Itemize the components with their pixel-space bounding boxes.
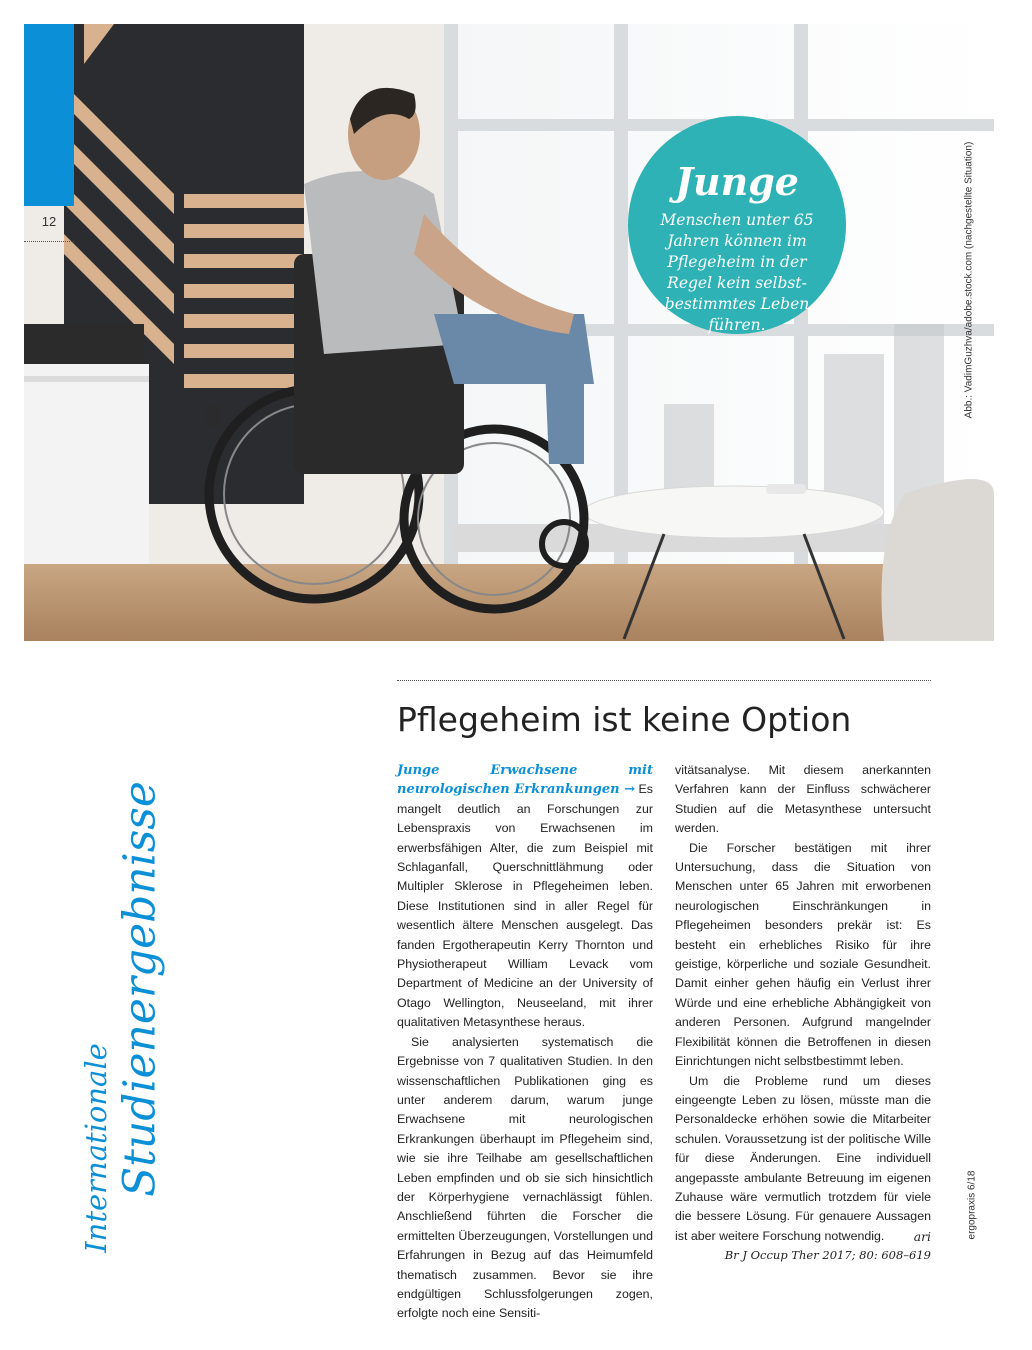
headline-rule [397,680,931,681]
section-title-line1: Internationale [79,1043,113,1253]
magazine-issue [964,1170,980,1240]
photo-credit [961,141,977,419]
section-title-line2: Studienergebnisse [114,781,166,1197]
photo-credit-text: Abb.: VadimGuzhva/adobe.stock.com (nachgestellte Situation) [963,141,975,419]
article-author: ari [913,1228,931,1244]
page-number: 12 [41,214,57,229]
page-number-divider [24,241,74,242]
article-paragraph [675,1072,931,1247]
page-accent-tab [24,24,74,206]
wheelchair-window-illustration [24,24,994,641]
article-lead: Junge Erwachsene mit neurologischen Erkrankungen → [397,763,653,798]
article-reference: Br J Occup Ther 2017; 80: 608–619 [724,1248,931,1263]
pullquote-title: Junge [675,159,799,204]
article-paragraph: Die Forscher bestätigen mit ihrer Untersuchung, dass die Situation von Menschen unter 65 Jahren mit erworbenen neurologischen Einschränkungen in Pflegeheimen besonders prekär ist: Es besteht ein erhebliches Risiko für ihre geistige, körperliche und soziale Gesundheit. Damit einher gehen häufig ein Verlust ihrer Würde und eine erhebliche Abhängigkeit von anderen Personen. Aufgrund mangelnder Flexibilität können die Betroffenen in diesen Einrichtungen nicht selbstbestimmt leben. [675,840,931,1069]
article-paragraph [397,761,653,1033]
article-text: Es mangelt deutlich an Forschungen zur Lebenspraxis von Erwachsenen im erwerbsfähigen Alter, die zum Beispiel mit Schlaganfall, Querschnittlähmung oder Multipler Sklerose in Pflegeheimen leben. Diese Institutionen sind in aller Regel für wesentlich ältere Menschen ausgelegt. Das fanden Ergotherapeutin Kerry Thornton und Physiotherapeut William Levack vom Department of Medicine an der University of Otago Wellington, Neuseeland, mit ihrer qualitativen Metasynthese heraus. [397,782,653,1030]
pullquote-circle [628,116,846,334]
article-column-2 [675,761,931,1266]
magazine-issue-text: ergopraxis 6/18 [966,1170,978,1240]
article-headline: Pflegeheim ist keine Option [397,700,852,739]
article-text: Um die Probleme rund um dieses eingeengte Leben zu lösen, müsste man die Personaldecke erhöhen sowie die Mitarbeiter schulen. Voraussetzung ist der politische Wille für diese Änderungen. Eine individuell angepasste ambulante Betreuung im eigenen Zuhause wäre vermutlich trotzdem für viele die bessere Lösung. Für genauere Aussagen ist aber weitere Forschung notwendig. [675,1073,931,1243]
article-paragraph: vitätsanalyse. Mit diesem anerkannten Verfahren kann der Einfluss schwächerer Studien auf die Metasynthese untersucht werden. [675,763,931,836]
pullquote-text: Menschen unter 65 Jahren können im Pflegeheim in der Regel kein selbst-bestimmtes Leben führen. [660,211,814,334]
article-paragraph: Sie analysierten systematisch die Ergebnisse von 7 qualitativen Studien. In den wissenschaftlichen Publikationen ging es unter anderem darum, warum junge Erwachsene mit neurologischen Erkrankungen überhaupt im Pflegeheim sind, wie sie ihre Teilhabe am gesellschaftlichen Leben empfinden und ob sie sich hinsichtlich der Körperhygiene vernachlässigt fühlen. Anschließend führten die Forscher die ermittelten Überzeugungen, Vorstellungen und Erfahrungen in Bezug auf das Heimumfeld thematisch zusammen. Bevor sie ihre endgültigen Schlussfolgerungen zogen, erfolgte noch eine Sensiti- [397,1034,653,1321]
article-column-1 [397,761,653,1324]
hero-photo [24,24,994,641]
